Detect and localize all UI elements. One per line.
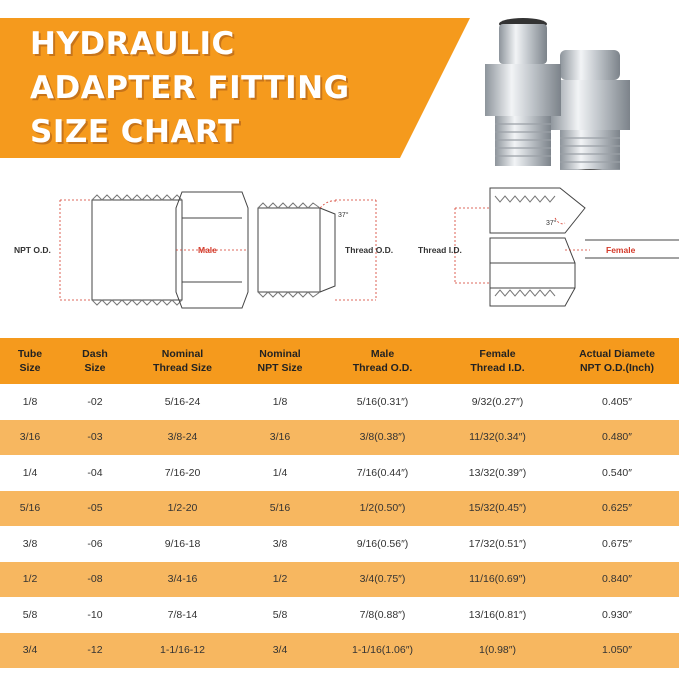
cell-tube-size: 1/8 xyxy=(0,384,60,420)
cell-dash-size: -04 xyxy=(60,455,130,491)
cell-nominal-thread-size: 9/16-18 xyxy=(130,526,235,562)
table-row xyxy=(0,633,679,669)
cell-dash-size: -02 xyxy=(60,384,130,420)
angle-label-male: 37° xyxy=(338,212,349,219)
header-dash-size: Dash Size xyxy=(60,338,130,384)
fitting-back xyxy=(550,50,630,170)
cell-female-thread-id: 9/32(0.27″) xyxy=(440,384,555,420)
table-row xyxy=(0,420,679,456)
cell-nominal-thread-size: 3/8-24 xyxy=(130,420,235,456)
table-row xyxy=(0,597,679,633)
table-row xyxy=(0,526,679,562)
cell-actual-diameter: 0.930″ xyxy=(555,597,679,633)
cell-female-thread-id: 1(0.98″) xyxy=(440,633,555,669)
cell-nominal-npt-size: 1/8 xyxy=(235,384,325,420)
cell-actual-diameter: 0.675″ xyxy=(555,526,679,562)
cell-tube-size: 1/4 xyxy=(0,455,60,491)
cell-actual-diameter: 1.050″ xyxy=(555,633,679,669)
cell-male-thread-od: 7/16(0.44″) xyxy=(325,455,440,491)
cell-nominal-thread-size: 5/16-24 xyxy=(130,384,235,420)
table-row xyxy=(0,455,679,491)
table-row xyxy=(0,491,679,527)
npt-od-label: NPT O.D. xyxy=(14,245,51,255)
cell-nominal-npt-size: 3/16 xyxy=(235,420,325,456)
cell-actual-diameter: 0.625″ xyxy=(555,491,679,527)
cell-actual-diameter: 0.540″ xyxy=(555,455,679,491)
male-label: Male xyxy=(198,245,217,255)
cell-female-thread-id: 11/16(0.69″) xyxy=(440,562,555,598)
header-nominal-npt-size: Nominal NPT Size xyxy=(235,338,325,384)
cell-nominal-thread-size: 1/2-20 xyxy=(130,491,235,527)
cell-male-thread-od: 1/2(0.50″) xyxy=(325,491,440,527)
cell-male-thread-od: 7/8(0.88″) xyxy=(325,597,440,633)
table-header-row xyxy=(0,338,679,384)
cell-male-thread-od: 9/16(0.56″) xyxy=(325,526,440,562)
cell-nominal-thread-size: 3/4-16 xyxy=(130,562,235,598)
cell-dash-size: -06 xyxy=(60,526,130,562)
cell-female-thread-id: 15/32(0.45″) xyxy=(440,491,555,527)
female-label: Female xyxy=(606,245,636,255)
cell-tube-size: 3/4 xyxy=(0,633,60,669)
cell-nominal-thread-size: 1-1/16-12 xyxy=(130,633,235,669)
cell-actual-diameter: 0.405″ xyxy=(555,384,679,420)
header-female-thread-id: Female Thread I.D. xyxy=(440,338,555,384)
cell-dash-size: -03 xyxy=(60,420,130,456)
hydraulic-fitting-photo-icon xyxy=(455,10,675,170)
header-nominal-thread-size: Nominal Thread Size xyxy=(130,338,235,384)
table-row xyxy=(0,562,679,598)
cell-dash-size: -08 xyxy=(60,562,130,598)
cell-nominal-npt-size: 1/4 xyxy=(235,455,325,491)
size-chart-table xyxy=(0,338,679,668)
cell-tube-size: 3/8 xyxy=(0,526,60,562)
title-line-2: ADAPTER FITTING xyxy=(30,70,350,106)
cell-nominal-npt-size: 5/16 xyxy=(235,491,325,527)
thread-id-label: Thread I.D. xyxy=(418,245,462,255)
thread-od-label: Thread O.D. xyxy=(345,245,394,255)
title-line-3: SIZE CHART xyxy=(30,114,240,150)
cell-nominal-npt-size: 3/4 xyxy=(235,633,325,669)
cell-actual-diameter: 0.480″ xyxy=(555,420,679,456)
page-title xyxy=(30,22,350,154)
table-row xyxy=(0,384,679,420)
cell-female-thread-id: 13/16(0.81″) xyxy=(440,597,555,633)
cell-female-thread-id: 17/32(0.51″) xyxy=(440,526,555,562)
header-actual-diameter: Actual Diamete NPT O.D.(Inch) xyxy=(555,338,679,384)
angle-label-female: 37° xyxy=(546,220,557,227)
header-male-thread-od: Male Thread O.D. xyxy=(325,338,440,384)
header-tube-size: Tube Size xyxy=(0,338,60,384)
cell-male-thread-od: 3/8(0.38″) xyxy=(325,420,440,456)
cell-nominal-thread-size: 7/8-14 xyxy=(130,597,235,633)
cell-dash-size: -05 xyxy=(60,491,130,527)
cell-female-thread-id: 13/32(0.39″) xyxy=(440,455,555,491)
cell-tube-size: 3/16 xyxy=(0,420,60,456)
title-line-1: HYDRAULIC xyxy=(30,26,235,62)
cell-dash-size: -10 xyxy=(60,597,130,633)
fitting-front xyxy=(485,18,561,166)
cell-nominal-npt-size: 1/2 xyxy=(235,562,325,598)
cell-tube-size: 5/16 xyxy=(0,491,60,527)
cell-nominal-npt-size: 5/8 xyxy=(235,597,325,633)
cell-nominal-npt-size: 3/8 xyxy=(235,526,325,562)
cell-male-thread-od: 5/16(0.31″) xyxy=(325,384,440,420)
cell-actual-diameter: 0.840″ xyxy=(555,562,679,598)
cell-nominal-thread-size: 7/16-20 xyxy=(130,455,235,491)
cell-male-thread-od: 3/4(0.75″) xyxy=(325,562,440,598)
cell-female-thread-id: 11/32(0.34″) xyxy=(440,420,555,456)
cell-dash-size: -12 xyxy=(60,633,130,669)
cell-tube-size: 1/2 xyxy=(0,562,60,598)
cell-male-thread-od: 1-1/16(1.06″) xyxy=(325,633,440,669)
cell-tube-size: 5/8 xyxy=(0,597,60,633)
